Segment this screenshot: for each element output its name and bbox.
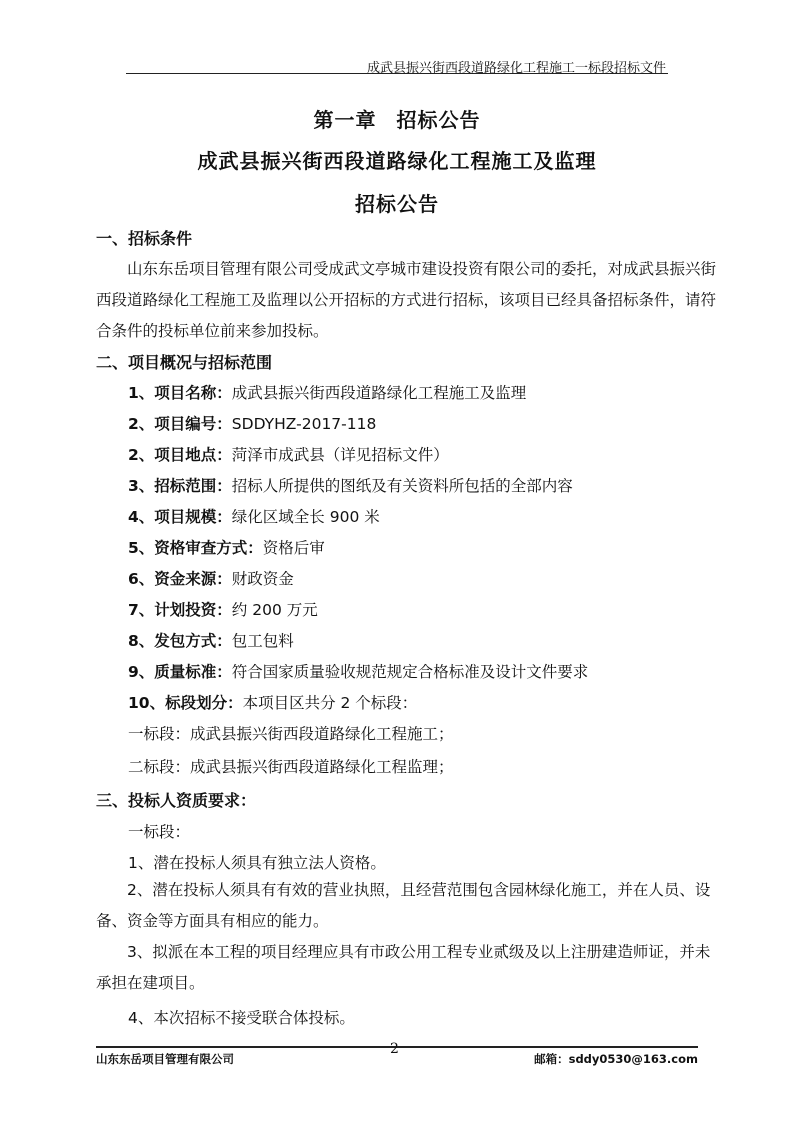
- conditions-paragraph: [96, 254, 718, 347]
- overview-item: [128, 660, 588, 682]
- item-label: 7、计划投资：: [128, 601, 232, 619]
- section-heading-qualifications: 三、投标人资质要求：: [96, 791, 257, 810]
- item-value: 财政资金: [231, 570, 294, 588]
- item-value: 招标人所提供的图纸及有关资料所包括的全部内容: [231, 477, 573, 495]
- requirement-text: 3、拟派在本工程的项目经理应具有市政公用工程专业贰级及以上注册建造师证，并未承担在建项目。: [96, 943, 711, 992]
- notice-title: 招标公告: [355, 192, 439, 216]
- item-value: 菏泽市成武县（详见招标文件）: [231, 446, 449, 464]
- overview-item: [128, 412, 376, 434]
- overview-item: [128, 629, 294, 651]
- item-value: SDDYHZ-2017-118: [231, 415, 377, 433]
- item-value: 约 200 万元: [231, 601, 318, 619]
- overview-item: [128, 598, 318, 620]
- overview-item: [128, 443, 449, 465]
- item-label: 4、项目规模：: [128, 508, 232, 526]
- chapter-title: [0, 104, 794, 133]
- requirement-item: [96, 937, 718, 999]
- project-title: 成武县振兴街西段道路绿化工程施工及监理: [197, 149, 597, 173]
- item-value: 成武县振兴街西段道路绿化工程施工及监理: [231, 384, 527, 402]
- footer-company: 山东东岳项目管理有限公司: [96, 1052, 234, 1066]
- overview-item: [128, 536, 325, 558]
- item-label: 2、项目地点：: [128, 446, 232, 464]
- item-value: 包工包料: [231, 632, 294, 650]
- requirement-item: 4、本次招标不接受联合体投标。: [128, 1009, 355, 1027]
- item-label: 6、资金来源：: [128, 570, 232, 588]
- document-header: 成武县振兴街西段道路绿化工程施工一标段招标文件: [366, 61, 666, 76]
- footer-email: 邮箱：sddy0530@163.com: [534, 1052, 698, 1066]
- item-value: 本项目区共分 2 个标段：: [242, 694, 418, 712]
- item-value: 绿化区域全长 900 米: [231, 508, 380, 526]
- requirement-item: [96, 875, 718, 937]
- section-heading-conditions: 一、招标条件: [96, 229, 193, 248]
- lot-line: 一标段：成武县振兴街西段道路绿化工程施工；: [128, 725, 454, 743]
- item-label: 2、项目编号：: [128, 415, 232, 433]
- item-value: 资格后审: [262, 539, 325, 557]
- overview-item: [128, 505, 380, 527]
- overview-item: [128, 691, 417, 713]
- header-rule: [126, 73, 668, 74]
- item-label: 1、项目名称：: [128, 384, 232, 402]
- item-value: 符合国家质量验收规范规定合格标准及设计文件要求: [231, 663, 589, 681]
- section-heading-overview: 二、项目概况与招标范围: [96, 353, 273, 372]
- item-label: 3、招标范围：: [128, 477, 232, 495]
- page-number: 2: [390, 1041, 399, 1057]
- item-label: 5、资格审查方式：: [128, 539, 263, 557]
- conditions-text: 山东东岳项目管理有限公司受成武文亭城市建设投资有限公司的委托，对成武县振兴街西段道路绿化工程施工及监理以公开招标的方式进行招标，该项目已经具备招标条件，请符合条件的投标单位前来参加投标。: [96, 260, 717, 340]
- qualification-lot-label: 一标段：: [128, 823, 191, 841]
- item-label: 10、标段划分：: [128, 694, 243, 712]
- chapter-name: 招标公告: [396, 108, 481, 132]
- overview-item: [128, 381, 526, 403]
- requirement-text: 2、潜在投标人须具有有效的营业执照，且经营范围包含园林绿化施工，并在人员、设备、资金等方面具有相应的能力。: [96, 881, 711, 930]
- requirement-item: 1、潜在投标人须具有独立法人资格。: [128, 854, 386, 872]
- item-label: 8、发包方式：: [128, 632, 232, 650]
- lot-line: 二标段：成武县振兴街西段道路绿化工程监理；: [128, 758, 454, 776]
- overview-item: [128, 474, 573, 496]
- item-label: 9、质量标准：: [128, 663, 232, 681]
- overview-item: [128, 567, 294, 589]
- chapter-number: 第一章: [313, 108, 377, 132]
